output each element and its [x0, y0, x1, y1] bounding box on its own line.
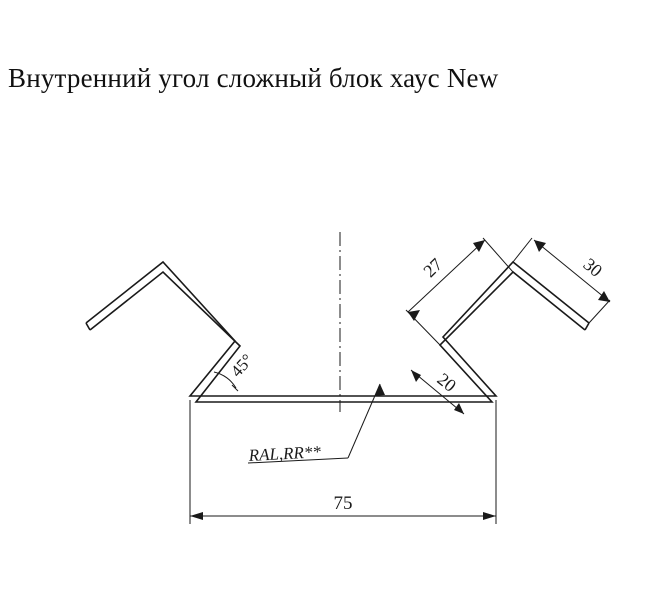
valley-angle-label: 45° [226, 350, 257, 381]
dimension-20-label: 20 [433, 368, 461, 396]
coating-note-label: RAL,RR** [248, 442, 322, 465]
dimension-27-line [406, 238, 513, 345]
profile-outline [86, 262, 589, 402]
dimension-30-label: 30 [579, 253, 607, 281]
dimension-75-label: 75 [333, 493, 353, 514]
dimension-27-label: 27 [419, 254, 447, 282]
page-title: Внутренний угол сложный блок хаус New [8, 63, 499, 93]
